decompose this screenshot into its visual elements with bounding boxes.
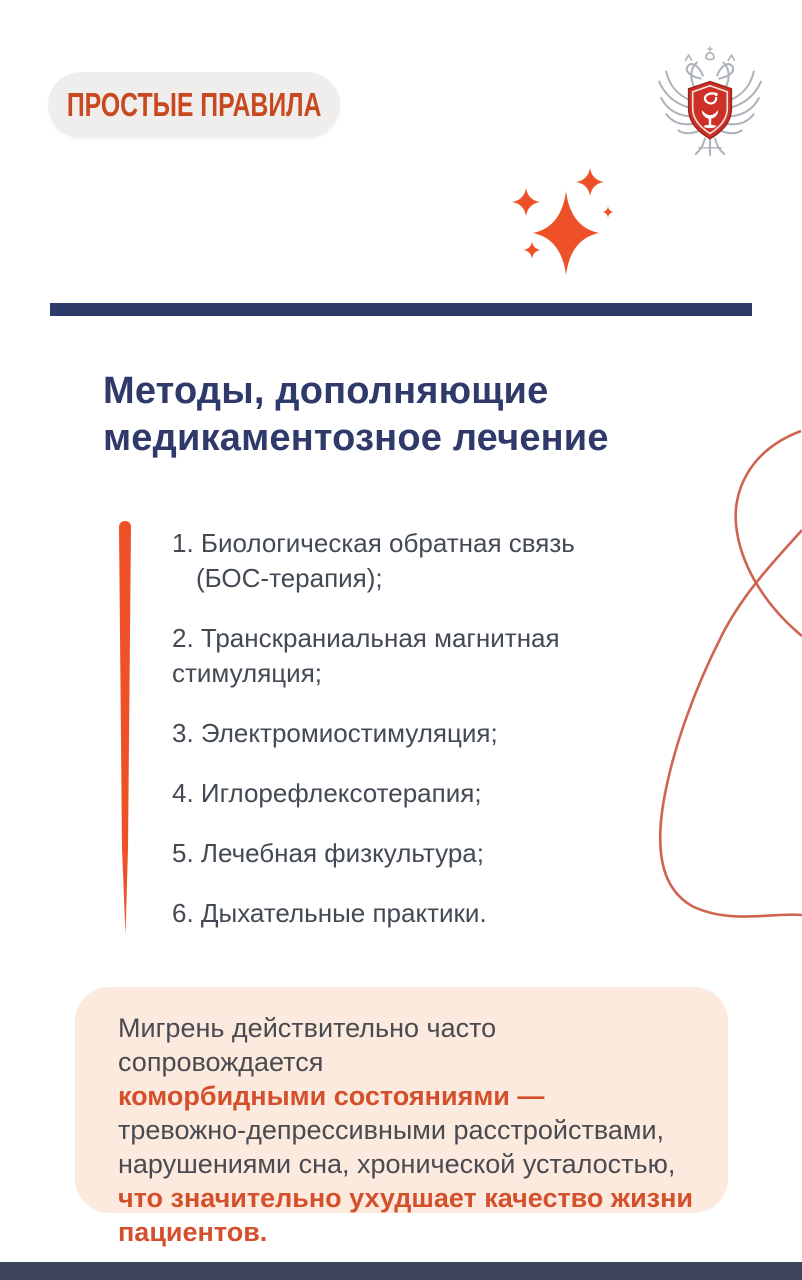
ministry-of-health-emblem-icon xyxy=(654,44,766,160)
list-item xyxy=(172,896,678,931)
divider-bar xyxy=(50,303,752,316)
list-item-line: 3. Электромиостимуляция; xyxy=(172,718,498,748)
sparkle-stars-icon xyxy=(500,160,630,310)
badge-label: ПРОСТЫЕ ПРАВИЛА xyxy=(66,85,322,124)
list-item xyxy=(172,716,678,751)
methods-list-items xyxy=(172,514,678,931)
note-line: что значительно ухудшает качество жизни xyxy=(118,1183,693,1213)
note-line: пациентов. xyxy=(118,1217,268,1247)
list-item xyxy=(172,621,678,691)
simple-rules-badge xyxy=(48,72,340,138)
list-item-line: 1. Биологическая обратная связь xyxy=(172,528,575,558)
orange-brush-stroke-icon xyxy=(118,518,132,938)
list-item-line: (БОС-терапия); xyxy=(196,563,383,593)
list-item-line: 2. Транскраниальная магнитная xyxy=(172,623,560,653)
methods-list xyxy=(118,514,678,956)
note-line: тревожно-депрессивными расстройствами, xyxy=(118,1115,665,1145)
list-item xyxy=(172,776,678,811)
page-title: Методы, дополняющие медикаментозное лечение xyxy=(103,370,609,459)
list-item-line: 5. Лечебная физкультура; xyxy=(172,838,484,868)
list-item-line: 6. Дыхательные практики. xyxy=(172,898,487,928)
comorbidity-note-box xyxy=(75,987,728,1247)
list-item-line: стимуляция; xyxy=(172,658,322,688)
note-line: Мигрень действительно часто сопровождается xyxy=(118,1013,497,1077)
list-item xyxy=(172,526,678,596)
note-line: нарушениями сна, хронической усталостью, xyxy=(118,1149,676,1179)
footer-bar xyxy=(0,1262,802,1280)
curved-line-decoration-icon xyxy=(650,420,802,940)
note-line: коморбидными состояниями — xyxy=(118,1081,545,1111)
list-item xyxy=(172,836,678,871)
list-item-line: 4. Иглорефлексотерапия; xyxy=(172,778,482,808)
